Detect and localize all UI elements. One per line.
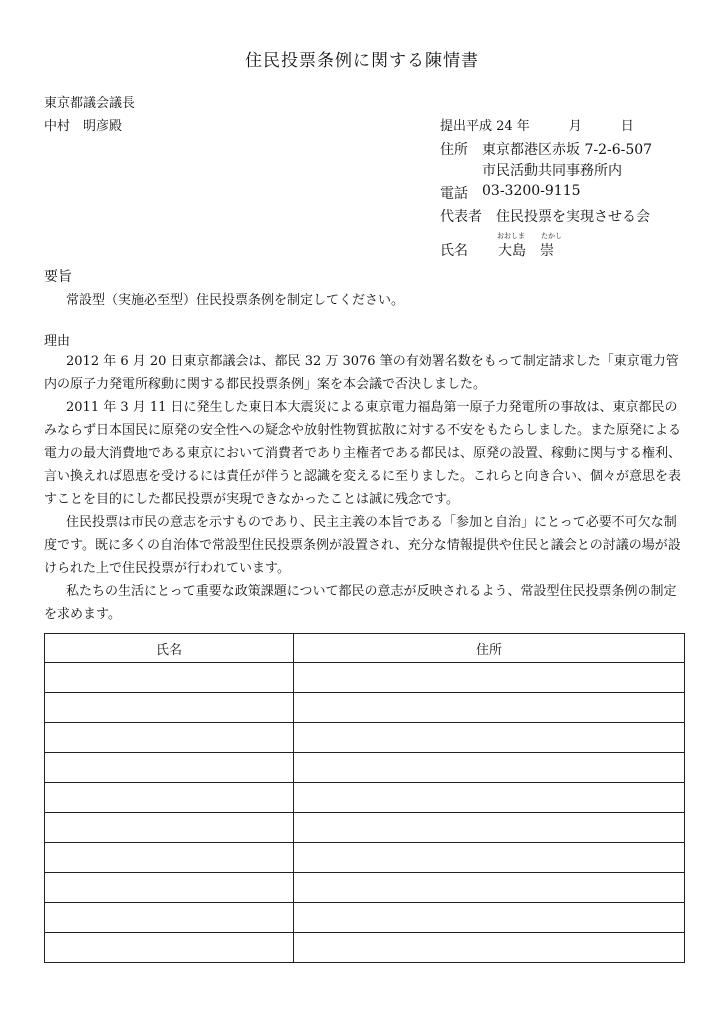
- name-cell[interactable]: [45, 753, 294, 783]
- name-cell[interactable]: [45, 873, 294, 903]
- address-cell[interactable]: [294, 873, 685, 903]
- representative-name: 大島 崇: [498, 243, 554, 259]
- address-cell[interactable]: [294, 663, 685, 693]
- address-cell[interactable]: [294, 753, 685, 783]
- table-row: [45, 843, 685, 873]
- table-row: [45, 693, 685, 723]
- reason-heading: 理由: [44, 334, 71, 349]
- summary-heading: 要旨: [44, 269, 72, 285]
- signature-table: [44, 633, 685, 963]
- table-header-row: [45, 634, 685, 663]
- table-row: [45, 933, 685, 963]
- table-row: [45, 873, 685, 903]
- address-cell[interactable]: [294, 693, 685, 723]
- name-cell[interactable]: [45, 813, 294, 843]
- phone-number: 03-3200-9115: [482, 183, 581, 199]
- reason-paragraph: 住民投票は市民の意志を示すものであり、民主主義の本旨である「参加と自治」にとって必要不可欠な制度です。既に多くの自治体で常設型住民投票条例が設置され、充分な情報提供や住民と議会との討議の場が設けられた上で住民投票が行われています。: [44, 515, 681, 576]
- table-row: [45, 783, 685, 813]
- address-label: 住所: [440, 142, 468, 158]
- address-cell[interactable]: [294, 813, 685, 843]
- address-cell[interactable]: [294, 843, 685, 873]
- table-row: [45, 813, 685, 843]
- reason-paragraph: 2012 年 6 月 20 日東京都議会は、都民 32 万 3076 筆の有効署名数をもって制定請求した「東京電力管内の原子力発電所稼動に関する都民投票条例」案を本会議で否決しました。: [44, 354, 679, 392]
- name-cell[interactable]: [45, 843, 294, 873]
- phone-label: 電話: [440, 186, 468, 202]
- address-line1: 東京都港区赤坂 7-2-6-507: [482, 142, 653, 158]
- name-cell[interactable]: [45, 693, 294, 723]
- address-cell[interactable]: [294, 783, 685, 813]
- name-cell[interactable]: [45, 783, 294, 813]
- column-header-address: 住所: [294, 634, 685, 663]
- reason-paragraph: 私たちの生活にとって重要な政策課題について都民の意志が反映されるよう、常設型住民投票条例の制定を求めます。: [44, 584, 677, 622]
- addressee-name: 中村 明彦殿: [44, 119, 123, 134]
- name-label: 氏名: [440, 243, 468, 259]
- address-cell[interactable]: [294, 903, 685, 933]
- name-cell[interactable]: [45, 903, 294, 933]
- name-cell[interactable]: [45, 933, 294, 963]
- table-row: [45, 663, 685, 693]
- reason-body: [44, 350, 684, 626]
- address-cell[interactable]: [294, 723, 685, 753]
- representative-label: 代表者: [440, 209, 482, 225]
- name-cell[interactable]: [45, 723, 294, 753]
- address-cell[interactable]: [294, 933, 685, 963]
- name-ruby-given: たかし: [541, 232, 562, 240]
- table-row: [45, 723, 685, 753]
- table-row: [45, 903, 685, 933]
- reason-paragraph: 2011 年 3 月 11 日に発生した東日本大震災による東京電力福島第一原子力発電所の事故は、東京都民のみならず日本国民に原発の安全性への疑念や放射性物質拡散に対する不安をもたらしました。また原発による電力の最大消費地である東京において消費者であり主権者である都民は、原発の設置、稼動に関与する権利、言い換えれば恩恵を受けるには責任が伴うと認識を変えるに至りました。これらと向き合い、個々が意思を表すことを目的にした都民投票が実現できなかったことは誠に残念です。: [44, 400, 682, 507]
- document-title: 住民投票条例に関する陳情書: [245, 51, 479, 71]
- addressee-title: 東京都議会議長: [44, 96, 136, 111]
- submission-date: 提出平成 24 年 月 日: [440, 119, 634, 134]
- name-ruby-family: おおしま: [497, 232, 525, 240]
- representative-org: 住民投票を実現させる会: [496, 209, 650, 225]
- address-line2: 市民活動共同事務所内: [482, 163, 622, 179]
- table-row: [45, 753, 685, 783]
- summary-text: 常設型（実施必至型）住民投票条例を制定してください。: [66, 293, 405, 308]
- column-header-name: 氏名: [45, 634, 294, 663]
- name-cell[interactable]: [45, 663, 294, 693]
